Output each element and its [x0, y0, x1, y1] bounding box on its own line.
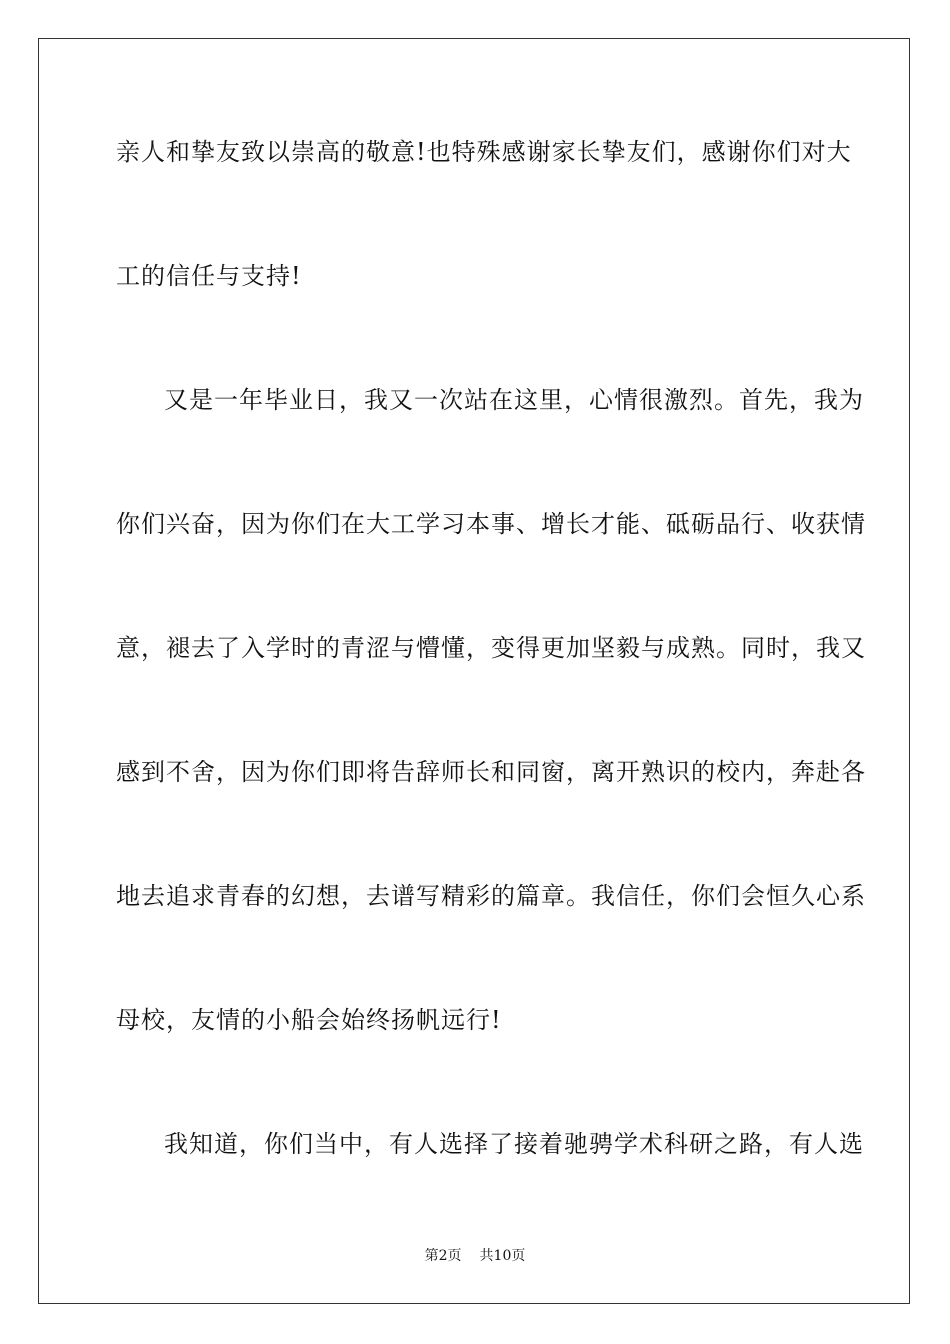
paragraph-line: 意，褪去了入学时的青涩与懵懂，变得更加坚毅与成熟。同时，我又: [116, 634, 866, 662]
paragraph-line: 地去追求青春的幻想，去谱写精彩的篇章。我信任，你们会恒久心系: [116, 882, 866, 910]
paragraph-line: 你们兴奋，因为你们在大工学习本事、增长才能、砥砺品行、收获情: [116, 510, 866, 538]
paragraph-line: 我知道，你们当中，有人选择了接着驰骋学术科研之路，有人选: [164, 1130, 864, 1158]
page-border: [38, 38, 910, 1304]
paragraph-line: 又是一年毕业日，我又一次站在这里，心情很激烈。首先，我为: [164, 386, 864, 414]
paragraph-line: 母校，友情的小船会始终扬帆远行!: [116, 1006, 502, 1034]
page-footer: [0, 1246, 950, 1266]
page-total: 共10页: [479, 1248, 526, 1264]
paragraph-line: 亲人和挚友致以崇高的敬意!也特殊感谢家长挚友们，感谢你们对大: [116, 138, 852, 166]
page-number: 第2页: [424, 1248, 462, 1264]
paragraph-line: 感到不舍，因为你们即将告辞师长和同窗，离开熟识的校内，奔赴各: [116, 758, 866, 786]
paragraph-line: 工的信任与支持!: [116, 262, 302, 290]
